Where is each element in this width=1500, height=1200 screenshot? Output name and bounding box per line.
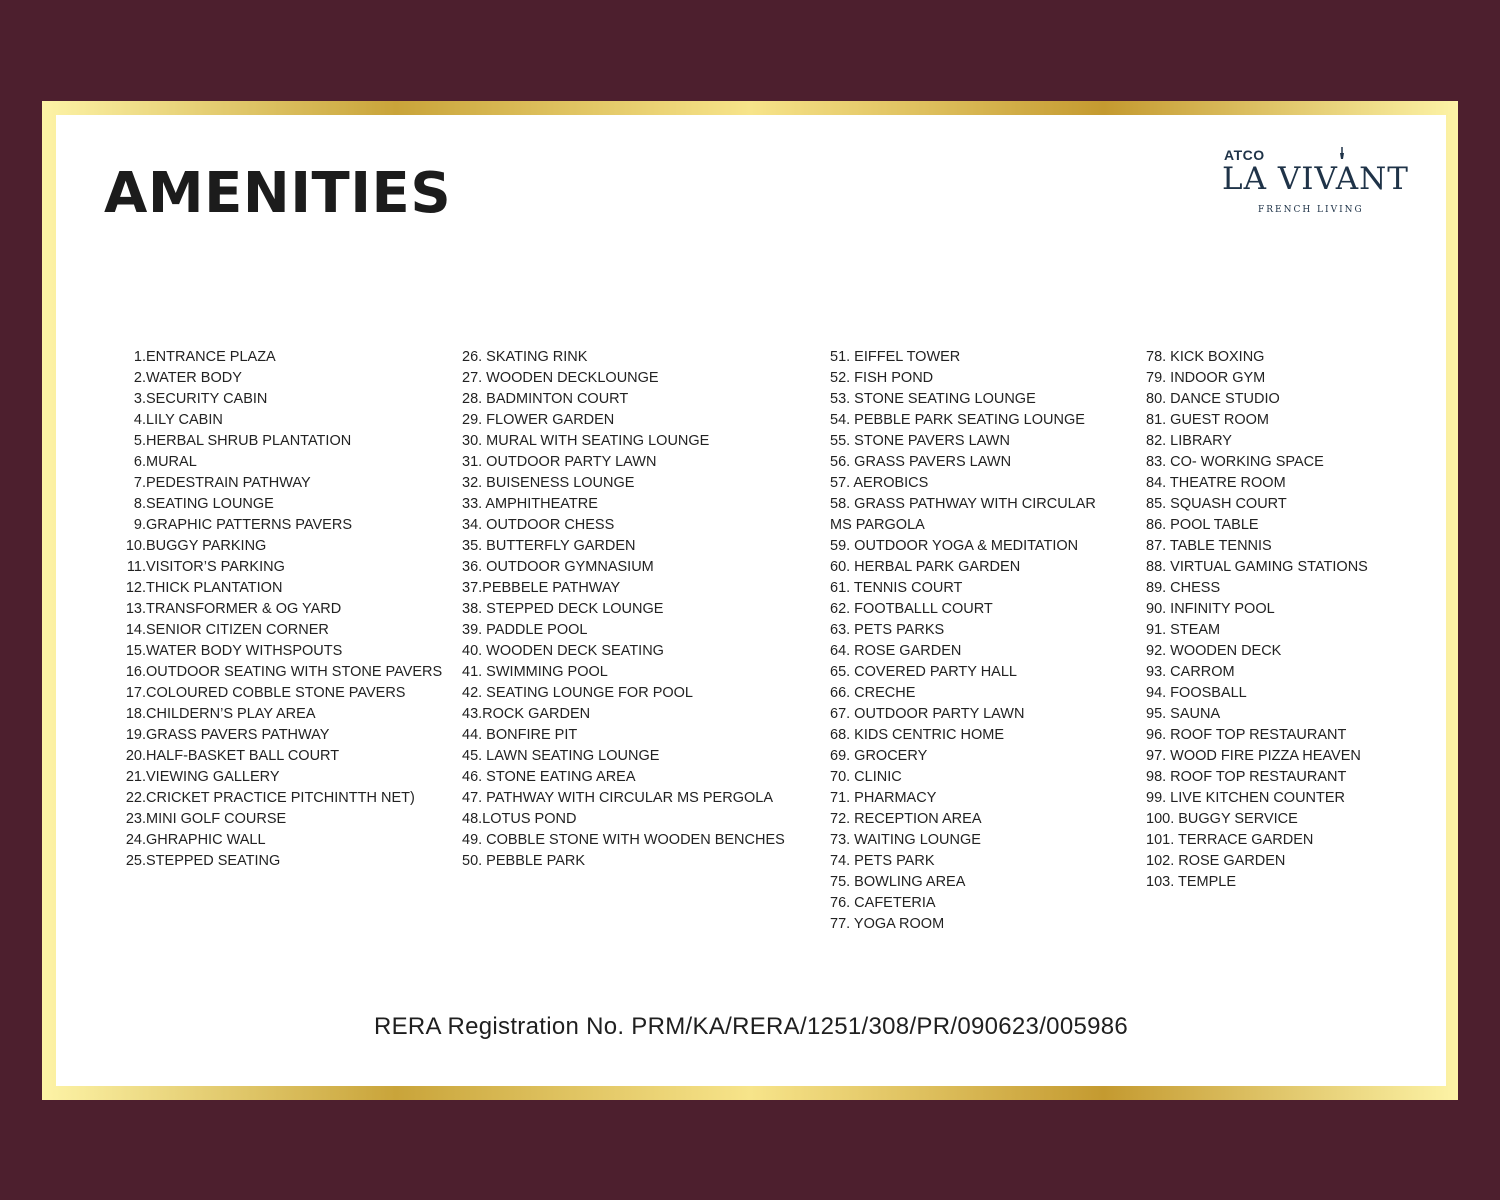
amenity-number: 25. [125, 853, 146, 869]
amenity-label: TRANSFORMER & OG YARD [146, 601, 342, 617]
amenity-number: 16. [125, 664, 146, 680]
amenity-item: 92. WOODEN DECK [1146, 643, 1282, 659]
amenities-column-2 [462, 347, 812, 872]
logo-tagline: FRENCH LIVING [1258, 205, 1364, 215]
amenity-item: 97. WOOD FIRE PIZZA HEAVEN [1146, 748, 1361, 764]
amenity-item: 65. COVERED PARTY HALL [830, 664, 1017, 680]
amenity-item: 57. AEROBICS [830, 475, 929, 491]
amenity-item: 66. CRECHE [830, 685, 916, 701]
amenity-item: 84. THEATRE ROOM [1146, 475, 1286, 491]
amenity-item: 28. BADMINTON COURT [462, 391, 629, 407]
amenity-number: 2. [133, 370, 146, 386]
amenity-number: 7. [133, 475, 146, 491]
amenity-item: 52. FISH POND [830, 370, 934, 386]
amenity-item: 34. OUTDOOR CHESS [462, 517, 615, 533]
amenity-item: 27. WOODEN DECKLOUNGE [462, 370, 659, 386]
amenity-item [118, 389, 458, 410]
amenity-number: 11. [126, 559, 146, 575]
amenity-item [118, 767, 458, 788]
amenity-item [118, 851, 458, 872]
amenity-label: CHILDERN’S PLAY AREA [146, 706, 316, 722]
logo-brand: ATCO [1224, 147, 1265, 163]
amenity-label: LILY CABIN [146, 412, 223, 428]
amenity-label: MURAL [146, 454, 197, 470]
amenity-label: HALF-BASKET BALL COURT [146, 748, 340, 764]
amenity-item [118, 620, 458, 641]
amenity-label: MINI GOLF COURSE [146, 811, 287, 827]
amenity-item: 76. CAFETERIA [830, 895, 936, 911]
amenity-item [118, 578, 458, 599]
amenity-item [118, 809, 458, 830]
amenity-item: 38. STEPPED DECK LOUNGE [462, 601, 664, 617]
amenity-item [118, 536, 458, 557]
amenity-label: CRICKET PRACTICE PITCHINTTH NET) [146, 790, 415, 806]
amenity-label: WATER BODY [146, 370, 242, 386]
amenity-item: 90. INFINITY POOL [1146, 601, 1275, 617]
page-title: AMENITIES [104, 161, 452, 226]
amenity-item: 29. FLOWER GARDEN [462, 412, 615, 428]
amenity-item: 83. CO- WORKING SPACE [1146, 454, 1324, 470]
amenity-item: 39. PADDLE POOL [462, 622, 588, 638]
amenity-item: 67. OUTDOOR PARTY LAWN [830, 706, 1025, 722]
amenity-number: 4. [133, 412, 146, 428]
amenity-item: 103. TEMPLE [1146, 874, 1237, 890]
amenity-item: 75. BOWLING AREA [830, 874, 966, 890]
amenity-item: 35. BUTTERFLY GARDEN [462, 538, 636, 554]
amenity-number: 19. [125, 727, 146, 743]
amenity-label: HERBAL SHRUB PLANTATION [146, 433, 352, 449]
amenity-number: 14. [125, 622, 146, 638]
amenity-number: 23. [125, 811, 146, 827]
amenity-item: 53. STONE SEATING LOUNGE [830, 391, 1036, 407]
amenity-item: 68. KIDS CENTRIC HOME [830, 727, 1005, 743]
amenity-number: 15. [125, 643, 146, 659]
amenity-number: 18. [125, 706, 146, 722]
amenity-label: SEATING LOUNGE [146, 496, 274, 512]
amenity-item [118, 431, 458, 452]
amenity-label: THICK PLANTATION [146, 580, 283, 596]
amenity-item: 96. ROOF TOP RESTAURANT [1146, 727, 1347, 743]
amenity-item: 58. GRASS PATHWAY WITH CIRCULAR [830, 496, 1096, 512]
amenity-item [118, 725, 458, 746]
amenity-item: 98. ROOF TOP RESTAURANT [1146, 769, 1347, 785]
amenity-number: 17. [125, 685, 146, 701]
amenity-item: 41. SWIMMING POOL [462, 664, 608, 680]
amenity-item: 62. FOOTBALLL COURT [830, 601, 993, 617]
amenity-number: 21. [125, 769, 146, 785]
amenity-item [118, 830, 458, 851]
amenity-item: 40. WOODEN DECK SEATING [462, 643, 664, 659]
amenity-item [118, 662, 458, 683]
amenity-item: 88. VIRTUAL GAMING STATIONS [1146, 559, 1368, 575]
amenity-item: 37.PEBBELE PATHWAY [462, 580, 621, 596]
amenity-item [118, 683, 458, 704]
amenity-item: 72. RECEPTION AREA [830, 811, 982, 827]
logo-name: LA VIVANT [1222, 161, 1409, 197]
amenity-item [118, 704, 458, 725]
amenity-number: 12. [125, 580, 146, 596]
amenities-column-3 [830, 347, 1130, 935]
amenity-item: 43.ROCK GARDEN [462, 706, 591, 722]
amenity-item: 61. TENNIS COURT [830, 580, 963, 596]
amenity-item: 30. MURAL WITH SEATING LOUNGE [462, 433, 710, 449]
amenity-label: VISITOR’S PARKING [146, 559, 285, 575]
amenity-item: 82. LIBRARY [1146, 433, 1232, 449]
amenity-item: 56. GRASS PAVERS LAWN [830, 454, 1012, 470]
amenity-item: MS PARGOLA [830, 517, 925, 533]
amenity-item: 31. OUTDOOR PARTY LAWN [462, 454, 657, 470]
amenity-item [118, 557, 458, 578]
amenity-label: PEDESTRAIN PATHWAY [146, 475, 311, 491]
amenity-item: 46. STONE EATING AREA [462, 769, 636, 785]
amenity-label: SENIOR CITIZEN CORNER [146, 622, 329, 638]
amenity-item [118, 347, 458, 368]
amenity-item: 47. PATHWAY WITH CIRCULAR MS PERGOLA [462, 790, 773, 806]
amenity-number: 1. [133, 349, 146, 365]
amenity-item [118, 788, 458, 809]
amenity-item: 93. CARROM [1146, 664, 1235, 680]
amenity-item: 49. COBBLE STONE WITH WOODEN BENCHES [462, 832, 785, 848]
amenities-panel [56, 115, 1446, 1086]
gold-frame [42, 101, 1458, 1100]
amenity-item [118, 641, 458, 662]
amenity-item: 78. KICK BOXING [1146, 349, 1265, 365]
brand-logo [1222, 147, 1422, 227]
amenities-column-1 [118, 347, 458, 872]
amenity-item: 55. STONE PAVERS LAWN [830, 433, 1010, 449]
amenity-number: 8. [133, 496, 146, 512]
amenity-item: 99. LIVE KITCHEN COUNTER [1146, 790, 1346, 806]
amenity-label: GHRAPHIC WALL [146, 832, 266, 848]
amenity-item [118, 515, 458, 536]
amenity-item: 100. BUGGY SERVICE [1146, 811, 1298, 827]
amenity-item: 60. HERBAL PARK GARDEN [830, 559, 1021, 575]
amenity-item: 45. LAWN SEATING LOUNGE [462, 748, 660, 764]
amenity-number: 22. [125, 790, 146, 806]
amenity-item: 42. SEATING LOUNGE FOR POOL [462, 685, 693, 701]
amenity-item: 32. BUISENESS LOUNGE [462, 475, 635, 491]
amenity-item: 33. AMPHITHEATRE [462, 496, 598, 512]
amenity-item: 81. GUEST ROOM [1146, 412, 1270, 428]
amenity-item: 94. FOOSBALL [1146, 685, 1247, 701]
amenity-item: 71. PHARMACY [830, 790, 937, 806]
amenity-label: STEPPED SEATING [146, 853, 281, 869]
amenity-label: ENTRANCE PLAZA [146, 349, 276, 365]
amenity-number: 5. [133, 433, 146, 449]
amenity-item: 101. TERRACE GARDEN [1146, 832, 1314, 848]
amenity-number: 10. [125, 538, 146, 554]
amenity-item [118, 368, 458, 389]
amenity-item: 87. TABLE TENNIS [1146, 538, 1272, 554]
amenity-item: 63. PETS PARKS [830, 622, 945, 638]
amenity-item: 73. WAITING LOUNGE [830, 832, 981, 848]
amenity-item: 64. ROSE GARDEN [830, 643, 962, 659]
amenity-item: 70. CLINIC [830, 769, 902, 785]
amenity-label: BUGGY PARKING [146, 538, 267, 554]
amenity-item: 86. POOL TABLE [1146, 517, 1259, 533]
rera-registration: RERA Registration No. PRM/KA/RERA/1251/308/PR/090623/005986 [373, 1013, 1129, 1040]
amenity-item [118, 599, 458, 620]
amenity-number: 3. [133, 391, 146, 407]
amenity-number: 24. [125, 832, 146, 848]
amenity-label: GRAPHIC PATTERNS PAVERS [146, 517, 352, 533]
amenity-item: 51. EIFFEL TOWER [830, 349, 961, 365]
amenity-item: 36. OUTDOOR GYMNASIUM [462, 559, 654, 575]
amenity-item: 54. PEBBLE PARK SEATING LOUNGE [830, 412, 1085, 428]
amenity-item: 102. ROSE GARDEN [1146, 853, 1286, 869]
amenity-item: 77. YOGA ROOM [830, 916, 945, 932]
amenity-item: 50. PEBBLE PARK [462, 853, 586, 869]
amenity-item: 59. OUTDOOR YOGA & MEDITATION [830, 538, 1079, 554]
amenity-item: 26. SKATING RINK [462, 349, 588, 365]
amenity-item: 89. CHESS [1146, 580, 1221, 596]
amenity-label: VIEWING GALLERY [146, 769, 280, 785]
amenity-item [118, 410, 458, 431]
amenity-item: 85. SQUASH COURT [1146, 496, 1287, 512]
amenity-label: GRASS PAVERS PATHWAY [146, 727, 330, 743]
amenity-item: 48.LOTUS POND [462, 811, 577, 827]
amenity-number: 9. [133, 517, 146, 533]
amenity-number: 20. [125, 748, 146, 764]
amenity-item [118, 452, 458, 473]
amenity-label: COLOURED COBBLE STONE PAVERS [146, 685, 406, 701]
amenity-label: SECURITY CABIN [146, 391, 268, 407]
amenity-number: 13. [125, 601, 146, 617]
amenity-item [118, 473, 458, 494]
amenity-item: 69. GROCERY [830, 748, 928, 764]
amenity-label: WATER BODY WITHSPOUTS [146, 643, 343, 659]
amenities-column-4 [1146, 347, 1396, 893]
amenity-item: 79. INDOOR GYM [1146, 370, 1266, 386]
amenity-item: 74. PETS PARK [830, 853, 935, 869]
amenity-number: 6. [133, 454, 146, 470]
amenity-item [118, 494, 458, 515]
amenity-label: OUTDOOR SEATING WITH STONE PAVERS [146, 664, 443, 680]
amenity-item: 91. STEAM [1146, 622, 1221, 638]
amenity-item: 80. DANCE STUDIO [1146, 391, 1280, 407]
amenity-item: 44. BONFIRE PIT [462, 727, 578, 743]
amenity-item [118, 746, 458, 767]
amenity-item: 95. SAUNA [1146, 706, 1221, 722]
